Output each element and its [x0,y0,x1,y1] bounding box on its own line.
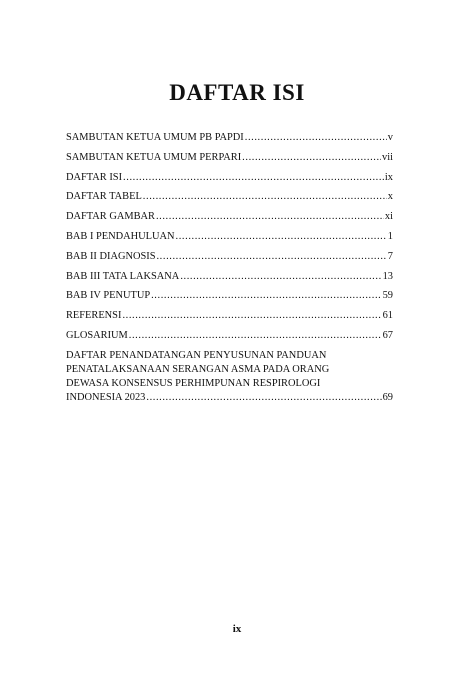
toc-entry-final-line [66,391,393,405]
dot-leader [143,190,387,204]
dot-leader [245,131,387,145]
toc-entry-label: BAB I PENDAHULUAN [66,230,175,242]
dot-leader [180,270,381,284]
toc-entry-referensi[interactable] [66,309,393,323]
toc-entry-page: ix [384,171,393,183]
toc-entry-page: v [387,132,393,143]
dot-leader [242,151,381,165]
toc-entry-label-line: PENATALAKSANAAN SERANGAN ASMA PADA ORANG [66,363,330,375]
toc-entry-bab-3[interactable] [66,270,393,284]
toc-entry-label: DAFTAR GAMBAR [66,211,155,223]
toc-entry-label: BAB IV PENUTUP [66,290,151,302]
dot-leader [151,289,382,303]
toc-entry-sambutan-perpari[interactable] [66,151,393,165]
table-of-contents [66,131,393,405]
footer-page-number: ix [232,623,242,635]
dot-leader [129,329,382,343]
toc-entry-bab-1[interactable] [66,230,393,244]
toc-entry-label: SAMBUTAN KETUA UMUM PB PAPDI [66,132,244,143]
toc-entry-page: 61 [382,310,393,322]
toc-entry-daftar-isi[interactable] [66,171,393,185]
dot-leader [156,210,384,224]
toc-entry-label: BAB II DIAGNOSIS [66,250,156,262]
dot-leader [176,230,387,244]
toc-entry-daftar-gambar[interactable] [66,210,393,224]
page-title: DAFTAR ISI [169,80,305,105]
toc-entry-label: DAFTAR ISI [66,171,123,183]
toc-entry-page: xi [384,211,393,223]
dot-leader [123,171,384,185]
toc-entry-page: 67 [382,329,393,341]
toc-entry-label: BAB III TATA LAKSANA [66,270,180,282]
toc-entry-label-line: DEWASA KONSENSUS PERHIMPUNAN RESPIROLOGI [66,377,321,389]
toc-entry-bab-4[interactable] [66,289,393,303]
toc-entry-label: SAMBUTAN KETUA UMUM PERPARI [66,151,242,163]
dot-leader [122,309,381,323]
toc-entry-glosarium[interactable] [66,329,393,343]
toc-entry-page: 13 [382,270,393,282]
dot-leader [156,250,386,264]
toc-entry-label: DAFTAR TABEL [66,191,142,203]
toc-entry-page: 59 [382,290,393,302]
toc-entry-label-line: INDONESIA 2023 [66,391,146,403]
toc-entry-page: vii [382,151,393,163]
toc-entry-page: 1 [387,230,393,242]
toc-entry-page: x [387,191,393,203]
toc-entry-label-line: DAFTAR PENANDATANGAN PENYUSUNAN PANDUAN [66,349,327,361]
toc-entry-daftar-tabel[interactable] [66,190,393,204]
toc-entry-sambutan-papdi[interactable] [66,131,393,145]
toc-entry-page: 7 [387,250,393,262]
dot-leader [146,391,381,405]
toc-entry-bab-2[interactable] [66,250,393,264]
toc-entry-label: REFERENSI [66,310,122,322]
toc-entry-label: GLOSARIUM [66,329,128,341]
toc-entry-page: 69 [382,391,393,403]
toc-entry-daftar-penandatangan[interactable] [66,349,393,405]
